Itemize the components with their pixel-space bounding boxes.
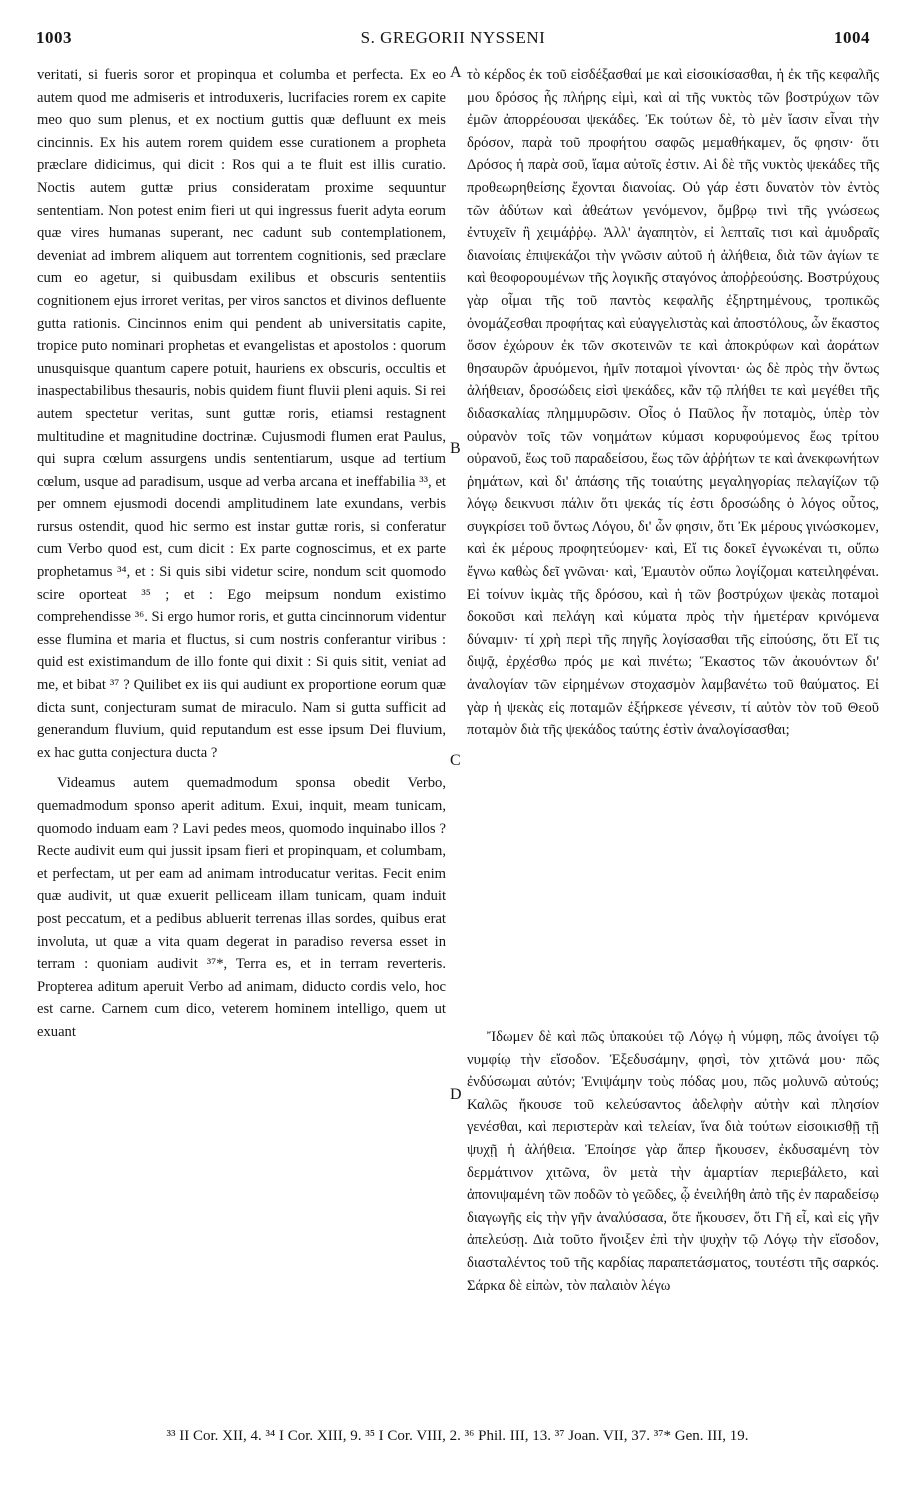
greek-paragraph-2: Ἴδωμεν δὲ καὶ πῶς ὑπακούει τῷ Λόγῳ ἡ νύμφη, πῶς ἀνοίγει τῷ νυμφίῳ τὴν εἴσοδον. Ἐξεδυσάμην, φησὶ, τὸν χιτῶνά μου· πῶς ἐνδύσωμαι αὐτόν; Ἐνιψάμην τοὺς πόδας μου, πῶς μολυνῶ αὐτούς; Καλῶς ἤκουσε τοῦ κελεύσαντος ἀδελφὴν αὐτὴν καὶ πλησίον γενέσθαι, καὶ περιστερὰν καὶ τελείαν, ἵνα διὰ τούτων εἰσοικισθῇ τῇ ψυχῇ ἡ ἀλήθεια. Ἐποίησε γὰρ ἅπερ ἤκουσεν, ἐκδυσαμένη τὸν δερμάτινον χιτῶνα, ὃν μετὰ τὴν ἁμαρτίαν περιεβάλετο, καὶ ἀπονιψαμένη τῶν ποδῶν τὸ γεῶδες, ᾧ ἐνειλήθη ἀπὸ τῆς ἐν παραδείσῳ διαγωγῆς εἰς τὴν γῆν ἀναλύσασα, ὅτε ἤκουσεν, ὅτι Γῆ εἶ, καὶ εἰς γῆν ἀπελεύσῃ. Διὰ τοῦτο ἤνοιξεν ἐπὶ τὴν ψυχὴν τῷ Λόγῳ τὴν εἴσοδον, διασταλέντος τοῦ τῆς καρδίας παραπετάσματος, τουτέστι τῆς σαρκός. Σάρκα δὲ εἰπὼν, τὸν παλαιὸν λέγω (467, 1029, 879, 1294)
running-title: S. GREGORII NYSSENI (360, 28, 546, 47)
greek-paragraph-1: τὸ κέρδος ἐκ τοῦ εἰσδέξασθαί με καὶ εἰσοικίσασθαι, ἡ ἐκ τῆς κεφαλῆς μου δρόσος ἧς πλήρης εἰμὶ, καὶ αἱ τῆς νυκτὸς τῶν βοστρύχων τῶν ἐμῶν ἀπορρέουσαι ψεκάδες. Ἐκ τούτων δὲ, τὸ μὲν ἴασιν εἶναι τὴν δρόσον, παρὰ τοῦ προφήτου σαφῶς μεμαθήκαμεν, ὅς φησιν· ὅτι Δρόσος ἡ παρὰ σοῦ, ἴαμα αὐτοῖς ἐστιν. Αἱ δὲ τῆς νυκτὸς ψεκάδες τῆς προθεωρηθείσης ἔχονται διανοίας. Οὐ γάρ ἐστι δυνατὸν τὸν ἐντὸς τῶν ἀδύτων καὶ ἀθεάτων γενόμενον, ὄμβρῳ τινὶ τῆς γνώσεως ἐντυχεῖν ἢ χειμάῤῥῳ. Ἀλλ' ἀγαπητὸν, εἰ λεπταῖς τισι καὶ ἀμυδραῖς διανοίαις ἐπιψεκάζοι τὴν γνῶσιν αὐτοῦ ἡ ἀλήθεια, διὰ τῶν ἁγίων τε καὶ θεοφορουμένων τῆς λογικῆς σταγόνος ἀποῤῥεούσης. Βοστρύχους γὰρ οἶμαι τῆς τοῦ παντὸς κεφαλῆς ἐξηρτημένους, τροπικῶς ὀνομάζεσθαι προφήτας καὶ εὐαγγελιστὰς καὶ ἀποστόλους, ὧν ἕκαστος ὅσον ἐχώρουν ἐκ τῶν σκοτεινῶν τε καὶ ἀποκρύφων καὶ ἀοράτων θησαυρῶν ἀρυόμενοι, ἡμῖν ποταμοὶ γίνονται· ὡς δὲ πρὸς τὴν ὄντως ἀλήθειαν, δροσώδεις εἰσὶ ψεκάδες, κἂν τῷ πλήθει τε καὶ μεγέθει τῆς διδασκαλίας πλημμυρῶσιν. Οἷος ὁ Παῦλος ἦν ποταμὸς, ὑπὲρ τὸν οὐρανὸν τοῖς τῶν νοημάτων κύμασι κορυφούμενος ἕως τρίτου οὐρανοῦ, ἕως τοῦ παραδείσου, ἕως τῶν ἀῤῥήτων τε καὶ ἀνεκφωνήτων ῥημάτων, καὶ δι' ἁπάσης τῆς τοιαύτης μεγαληγορίας πελαγίζων τῷ λόγῳ δεικνυσι πάλιν ὅτι ψεκάς τίς ἐστι δροσώδης ὁ λόγος οὗτος, συγκρίσει τοῦ ὄντως Λόγου, δι' ὧν φησιν, ὅτι Ἐκ μέρους γινώσκομεν, καὶ ἐκ μέρους προφητεύομεν· καὶ, Εἴ τις δοκεῖ ἐγνωκέναι τι, οὔπω ἔγνω καθὼς δεῖ γνῶναι· καὶ, Ἐμαυτὸν οὔπω λογίζομαι κατειληφέναι. Εἰ τοίνυν ἰκμὰς τῆς δρόσου, καὶ ἡ τῶν βοστρύχων ψεκὰς ποταμοὶ δοκοῦσι καὶ πελάγη καὶ κύματα πρὸς τὴν ἡμετέραν κρινόμενα δύναμιν· τί χρὴ περὶ τῆς πηγῆς λογίσασθαι τῆς εἰπούσης, ὅτι Εἴ τις διψᾷ, ἐρχέσθω πρός με καὶ πινέτω; Ἕκαστος τῶν ἀκουόντων δι' ἀναλογίαν τῶν εἰρημένων στοχασμὸν λαμβανέτω τοῦ θαύματος. Εἰ γὰρ ἡ ψεκὰς εἰς ποταμῶν ἐξήρκεσε γένεσιν, τί αὐτὸν τὸν τοῦ Θεοῦ ποταμὸν διὰ τῆς ψεκάδος ταύτης ἐστὶν ἀναλογίσασθαι; (467, 67, 879, 739)
greek-column-lower (467, 1026, 879, 1297)
page-header (0, 28, 906, 54)
section-marker-a: A (450, 64, 462, 81)
section-marker-b: B (450, 440, 461, 457)
section-marker-d: D (450, 1086, 462, 1103)
greek-column-upper (467, 64, 879, 742)
section-marker-c: C (450, 752, 461, 769)
footnotes: ³³ II Cor. XII, 4. ³⁴ I Cor. XIII, 9. ³⁵ I Cor. VIII, 2. ³⁶ Phil. III, 13. ³⁷ Joan. VII, 37. ³⁷* Gen. III, 19. (166, 1428, 749, 1444)
latin-column (37, 64, 446, 1044)
latin-paragraph-1: veritati, si fueris soror et propinqua et columba et perfecta. Ex eo autem quod me admiseris et introduxeris, lucrifacies rorem ex capite meo quo sum plenus, et ex noctium guttis quæ defluunt ex meis cincinnis. Ex his autem rorem quidem esse curationem a propheta præclare didicimus, qui dicit : Ros qui a te fluit est illis curatio. Noctis autem guttæ prius consideratam proxime sequuntur sententiam. Non potest enim fieri ut qui ingressus fuerit adyta eorum quæ vires humanas superant, nec cadunt sub contemplationem, deveniat ad imbrem aliquem aut torrentem cognitionis, sed præclare cum eo agetur, si quibusdam exilibus et obscuris sententiis cognitionem ejus irroret veritas, per viros sanctos et divinos defluente gutta rationis. Cincinnos enim qui pendent ab universitatis capite, tropice puto nominari prophetas et evangelistas et apostolos : quorum unusquisque quantum capere potuit, hauriens ex obscuris, occultis et inaspectabilibus thesauris, nobis quidem fiunt fluvii pleni aquis. Si rei autem spectetur veritas, sunt guttæ roris, etiamsi restagnent multitudine et magnitudine doctrinæ. Cujusmodi flumen erat Paulus, qui supra cœlum assurgens undis sententiarum, usque ad tertium cœlum, usque ad paradisum, usque ad verba arcana et ineffabilia ³³, et per omnem ejusmodi docendi amplitudinem late exundans, verbis rursus ostendit, quod hic sermo est instar guttæ roris, si conferatur cum Verbo quod est, cum dicit : Ex parte cognoscimus, et ex parte prophetamus ³⁴, et : Si quis sibi videtur scire, nondum scit quomodo scire oporteat ³⁵ ; et : Ego meipsum nondum existimo comprehendisse ³⁶. Si ergo humor roris, et gutta cincinnorum videntur esse flumina et maria et fluctus, si cum nostris conferantur viribus : quid est existimandum de illo fonte qui dixit : Si quis sitit, veniat ad me, et bibat ³⁷ ? Quilibet ex iis qui audiunt ex proportione eorum quæ dicta sunt, conjecturam sumat de miraculo. Nam si gutta sufficit ad generandum fluvium, quid reputandum est esse ipsum Dei fluvium, ex hac gutta conjectura ducta ? (37, 67, 446, 761)
latin-paragraph-2: Videamus autem quemadmodum sponsa obedit Verbo, quemadmodum sponso aperit aditum. Exui, inquit, meam tunicam, quomodo induam eam ? Lavi pedes meos, quomodo inquinabo illos ? Recte audivit eum qui jussit ipsam fieri et propinquam, et columbam, et perfectam, ut per eam ad animam introducatur veritas. Fecit enim quæ audivit, ut quæ exuerit pelliceam illam tunicam, quam induit post peccatum, et a pedibus abluerit terrenas illas sordes, quibus erat involuta, ut quæ a vita quam degerat in paradiso reversa esset in terram : quoniam audivit ³⁷*, Terra es, et in terram reverteris. Propterea aditum aperuit Verbo ad animam, diducto cordis velo, hoc est carne. Carnem cum dico, veterem hominem intelligo, quem ut exuant (37, 775, 446, 1040)
page-number-right: 1004 (834, 28, 870, 47)
page-number-left: 1003 (36, 28, 72, 47)
